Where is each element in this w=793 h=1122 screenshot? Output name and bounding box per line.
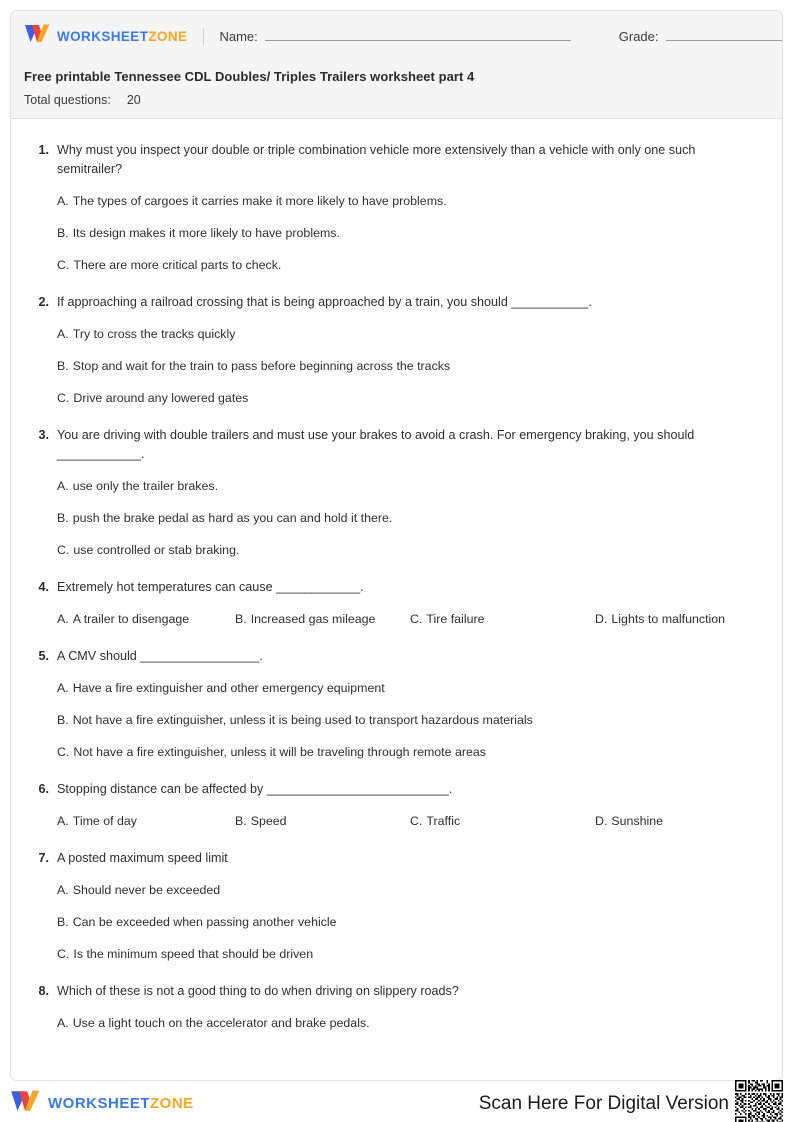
total-questions-label: Total questions:: [24, 93, 111, 107]
answer-option-letter: A.: [57, 327, 69, 341]
answer-option-letter: A.: [57, 883, 69, 897]
question-text: Which of these is not a good thing to do when driving on slippery roads?: [57, 984, 459, 998]
question-item: [33, 982, 760, 1033]
answer-option-text: Can be exceeded when passing another vehicle: [72, 915, 337, 929]
answer-option-letter: C.: [57, 391, 70, 405]
question-item: [33, 426, 760, 560]
answer-option-text: Speed: [250, 814, 287, 828]
answer-option-letter: C.: [410, 814, 423, 828]
question-text: Stopping distance can be affected by __________________________.: [57, 782, 453, 796]
answer-option-letter: B.: [57, 511, 69, 525]
name-input[interactable]: [265, 28, 571, 41]
answer-option[interactable]: [57, 913, 760, 932]
qr-code-icon[interactable]: [735, 1080, 783, 1122]
brand-wordmark: [57, 29, 187, 44]
answer-option-letter: B.: [57, 226, 69, 240]
answer-option-letter: C.: [57, 745, 70, 759]
answer-option-letter: C.: [57, 543, 70, 557]
answer-option-text: use controlled or stab braking.: [73, 543, 240, 557]
question-number: 2.: [38, 295, 49, 309]
questions-list: [11, 119, 782, 1033]
answer-option[interactable]: [57, 389, 760, 408]
answer-option-text: use only the trailer brakes.: [72, 479, 219, 493]
answer-option-letter: A.: [57, 194, 69, 208]
question-item: [33, 141, 760, 275]
answer-option-text: Use a light touch on the accelerator and brake pedals.: [72, 1016, 370, 1030]
answer-option-letter: B.: [57, 359, 69, 373]
answer-option-text: A trailer to disengage: [72, 612, 190, 626]
answer-option[interactable]: [235, 610, 410, 629]
question-number: 1.: [38, 143, 49, 157]
answer-option[interactable]: [410, 812, 595, 831]
question-content: [57, 647, 760, 762]
question-content: [57, 578, 760, 629]
answer-option-text: push the brake pedal as hard as you can and hold it there.: [72, 511, 393, 525]
brand-logo: [24, 24, 187, 48]
answer-option[interactable]: [57, 325, 760, 344]
answer-option[interactable]: [57, 610, 235, 629]
grade-label: Grade:: [618, 29, 659, 44]
answer-option-letter: B.: [57, 915, 69, 929]
answer-option-letter: A.: [57, 1016, 69, 1030]
answer-option-text: There are more critical parts to check.: [73, 258, 282, 272]
brand-word-secondary: ZONE: [148, 28, 188, 44]
question-number: 4.: [38, 580, 49, 594]
question-text: You are driving with double trailers and must use your brakes to avoid a crash. For emergency braking, you should ____________.: [57, 428, 695, 461]
answer-option-letter: B.: [235, 814, 247, 828]
question-content: [57, 426, 760, 560]
answer-option-text: Should never be exceeded: [72, 883, 221, 897]
answer-option-letter: A.: [57, 479, 69, 493]
answer-option[interactable]: [57, 256, 760, 275]
question-content: [57, 780, 760, 831]
worksheet-footer: [10, 1085, 783, 1122]
question-number: 5.: [38, 649, 49, 663]
answer-option[interactable]: [57, 881, 760, 900]
answer-option[interactable]: [57, 192, 760, 211]
answer-option-letter: C.: [57, 258, 70, 272]
answer-option-text: Tire failure: [426, 612, 485, 626]
answer-option[interactable]: [595, 610, 760, 629]
total-questions-value: 20: [126, 93, 141, 107]
answer-option-text: Have a fire extinguisher and other emergency equipment: [72, 681, 385, 695]
answer-option-letter: D.: [595, 612, 608, 626]
answer-option-text: Lights to malfunction: [611, 612, 726, 626]
answer-option-letter: B.: [235, 612, 247, 626]
answer-option-text: Time of day: [72, 814, 137, 828]
answer-option[interactable]: [57, 812, 235, 831]
question-text: If approaching a railroad crossing that is being approached by a train, you should ___________.: [57, 295, 592, 309]
header-divider: [203, 28, 204, 45]
answer-option-letter: B.: [57, 713, 69, 727]
grade-field: [619, 28, 783, 44]
answer-option-text: Its design makes it more likely to have problems.: [72, 226, 340, 240]
worksheet-header: [11, 11, 782, 119]
question-text: Why must you inspect your double or triple combination vehicle more extensively than a vehicle with only one such semitrailer?: [57, 143, 696, 176]
question-content: [57, 141, 760, 275]
footer-brand-word-secondary: ZONE: [150, 1095, 194, 1112]
question-item: [33, 293, 760, 408]
total-questions: [24, 93, 769, 107]
answer-option[interactable]: [57, 711, 760, 730]
question-number: 3.: [38, 428, 49, 442]
question-content: [57, 982, 760, 1033]
answer-option-text: The types of cargoes it carries make it more likely to have problems.: [72, 194, 447, 208]
answer-option[interactable]: [57, 945, 760, 964]
question-text: Extremely hot temperatures can cause ____________.: [57, 580, 364, 594]
answer-option[interactable]: [57, 743, 760, 762]
question-text: A CMV should _________________.: [57, 649, 263, 663]
answer-option[interactable]: [57, 509, 760, 528]
answer-option[interactable]: [410, 610, 595, 629]
question-item: [33, 780, 760, 831]
answer-option-text: Not have a fire extinguisher, unless it will be traveling through remote areas: [73, 745, 486, 759]
answer-option[interactable]: [57, 1014, 760, 1033]
question-number: 7.: [38, 851, 49, 865]
answer-option-letter: C.: [410, 612, 423, 626]
answer-option-text: Try to cross the tracks quickly: [72, 327, 236, 341]
answer-option-letter: A.: [57, 612, 69, 626]
header-top-row: [24, 23, 769, 49]
answer-option-text: Traffic: [426, 814, 461, 828]
footer-brand-wordmark: [48, 1095, 194, 1112]
footer-brand-word-primary: WORKSHEET: [48, 1095, 150, 1112]
footer-brand-logo: [10, 1090, 194, 1117]
question-text: A posted maximum speed limit: [57, 851, 228, 865]
worksheetzone-v-logo-icon: [10, 1090, 40, 1117]
name-field: [219, 28, 570, 44]
answer-option[interactable]: [595, 812, 760, 831]
question-item: [33, 647, 760, 762]
question-content: [57, 849, 760, 964]
answer-options-inline: [57, 610, 760, 629]
answer-option[interactable]: [235, 812, 410, 831]
worksheetzone-v-logo-icon: [24, 24, 50, 48]
answer-option-letter: A.: [57, 814, 69, 828]
answer-option-text: Stop and wait for the train to pass before beginning across the tracks: [72, 359, 451, 373]
answer-option[interactable]: [57, 541, 760, 560]
question-content: [57, 293, 760, 408]
answer-option[interactable]: [57, 224, 760, 243]
question-item: [33, 578, 760, 629]
answer-option[interactable]: [57, 477, 760, 496]
answer-option[interactable]: [57, 357, 760, 376]
answer-option-letter: D.: [595, 814, 608, 828]
scan-here-label: Scan Here For Digital Version: [478, 1092, 729, 1114]
grade-input[interactable]: [666, 28, 783, 41]
answer-option-letter: A.: [57, 681, 69, 695]
question-number: 6.: [38, 782, 49, 796]
name-label: Name:: [219, 29, 258, 44]
question-item: [33, 849, 760, 964]
page-title: Free printable Tennessee CDL Doubles/ Triples Trailers worksheet part 4: [24, 69, 475, 84]
answer-option-text: Drive around any lowered gates: [73, 391, 249, 405]
answer-option-text: Sunshine: [611, 814, 664, 828]
answer-option-text: Not have a fire extinguisher, unless it is being used to transport hazardous materials: [72, 713, 533, 727]
worksheet-card: [10, 10, 783, 1081]
answer-option-letter: C.: [57, 947, 70, 961]
answer-option-text: Is the minimum speed that should be driven: [73, 947, 314, 961]
answer-option[interactable]: [57, 679, 760, 698]
question-number: 8.: [38, 984, 49, 998]
answer-option-text: Increased gas mileage: [250, 612, 376, 626]
brand-word-primary: WORKSHEET: [57, 28, 149, 44]
answer-options-inline: [57, 812, 760, 831]
